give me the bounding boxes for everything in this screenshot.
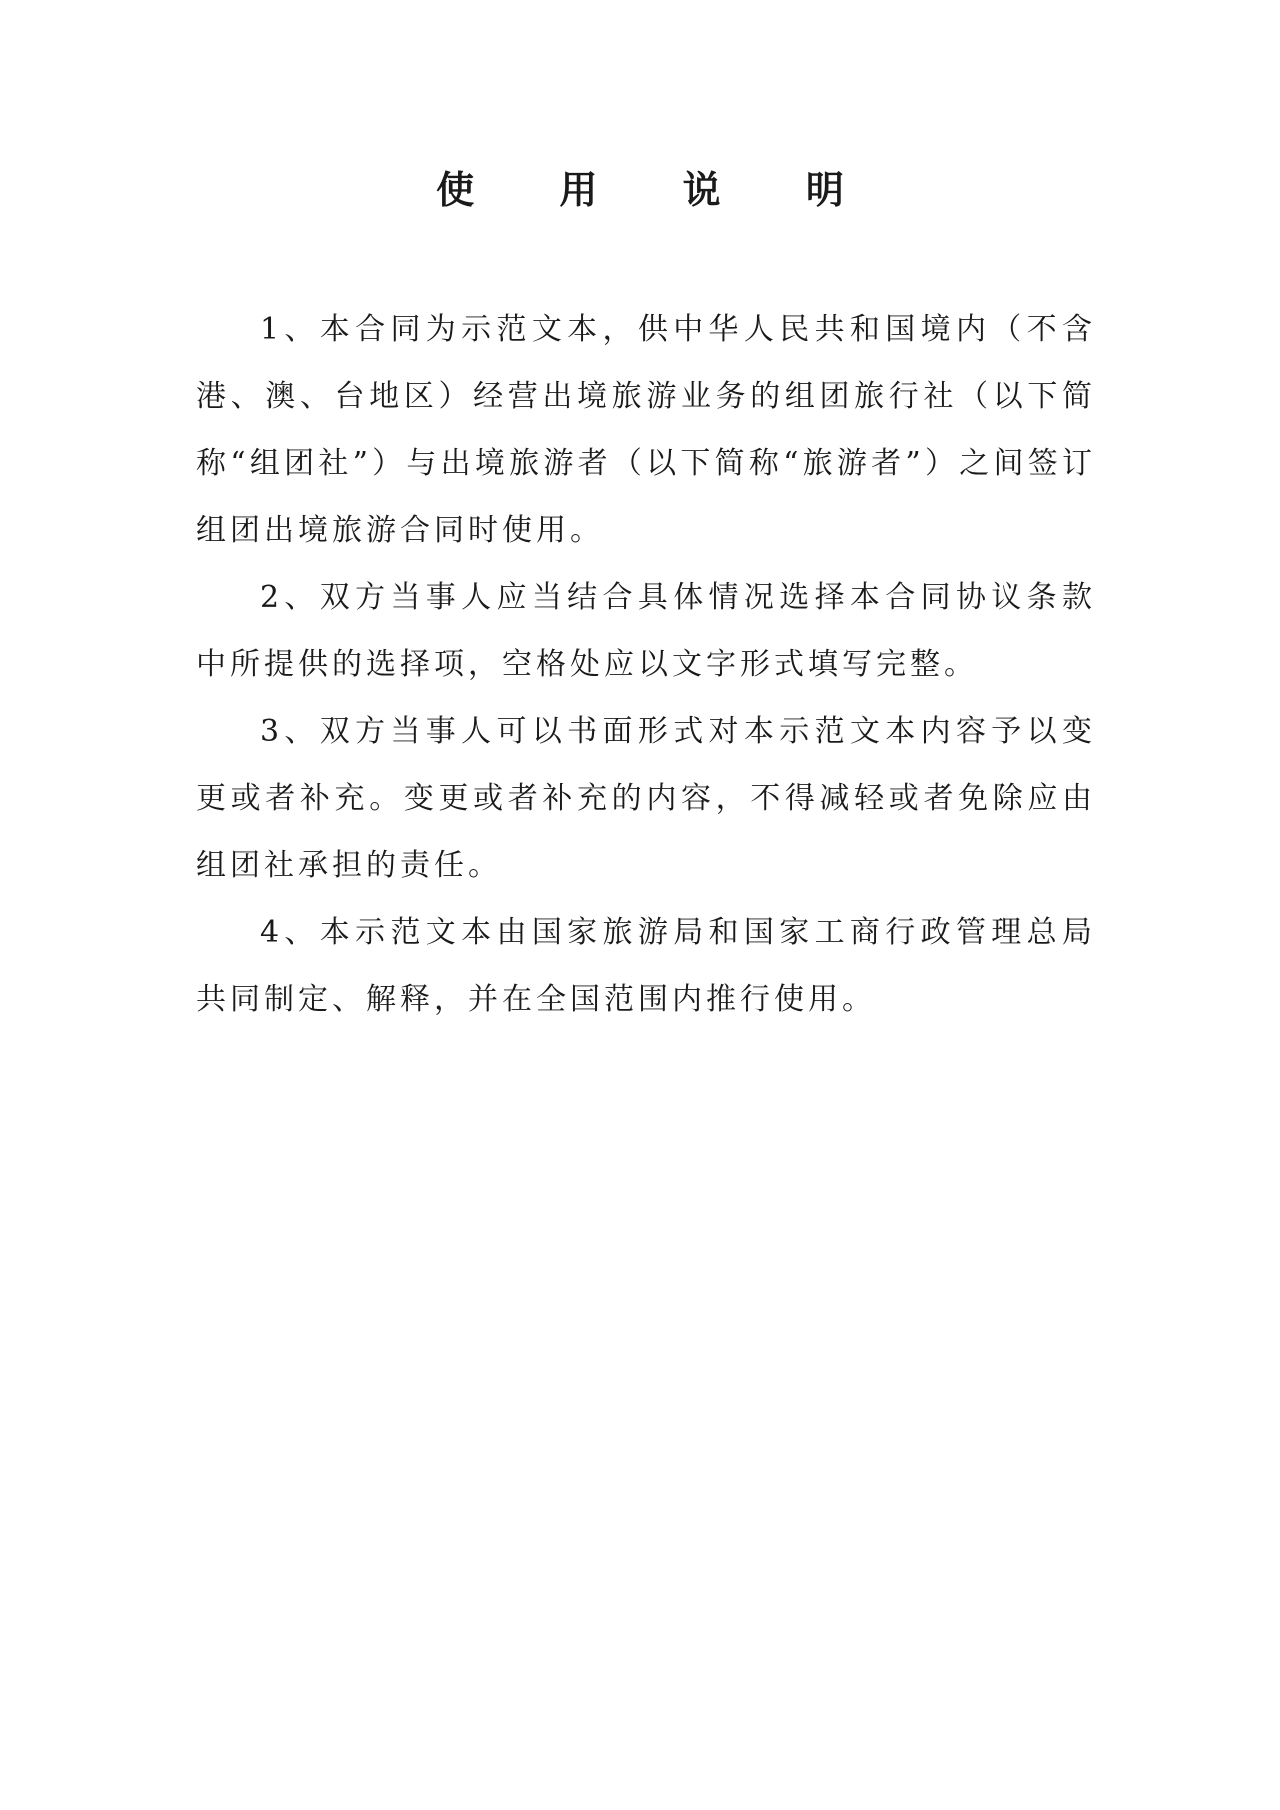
instruction-paragraph-3: 3、双方当事人可以书面形式对本示范文本内容予以变更或者补充。变更或者补充的内容，不得减轻或者免除应由组团社承担的责任。 [196, 714, 1096, 883]
instruction-paragraph-4: 4、本示范文本由国家旅游局和国家工商行政管理总局共同制定、解释，并在全国范围内推行使用。 [196, 915, 1096, 1017]
instruction-paragraph-2: 2、双方当事人应当结合具体情况选择本合同协议条款中所提供的选择项，空格处应以文字形式填写完整。 [196, 580, 1096, 682]
instruction-paragraph-1: 1、本合同为示范文本，供中华人民共和国境内（不含港、澳、台地区）经营出境旅游业务的组团旅行社（以下简称“组团社”）与出境旅游者（以下简称“旅游者”）之间签订组团出境旅游合同时使用。 [196, 312, 1096, 548]
document-title: 使 用 说 明 [436, 167, 880, 212]
document-body [196, 296, 1096, 1033]
